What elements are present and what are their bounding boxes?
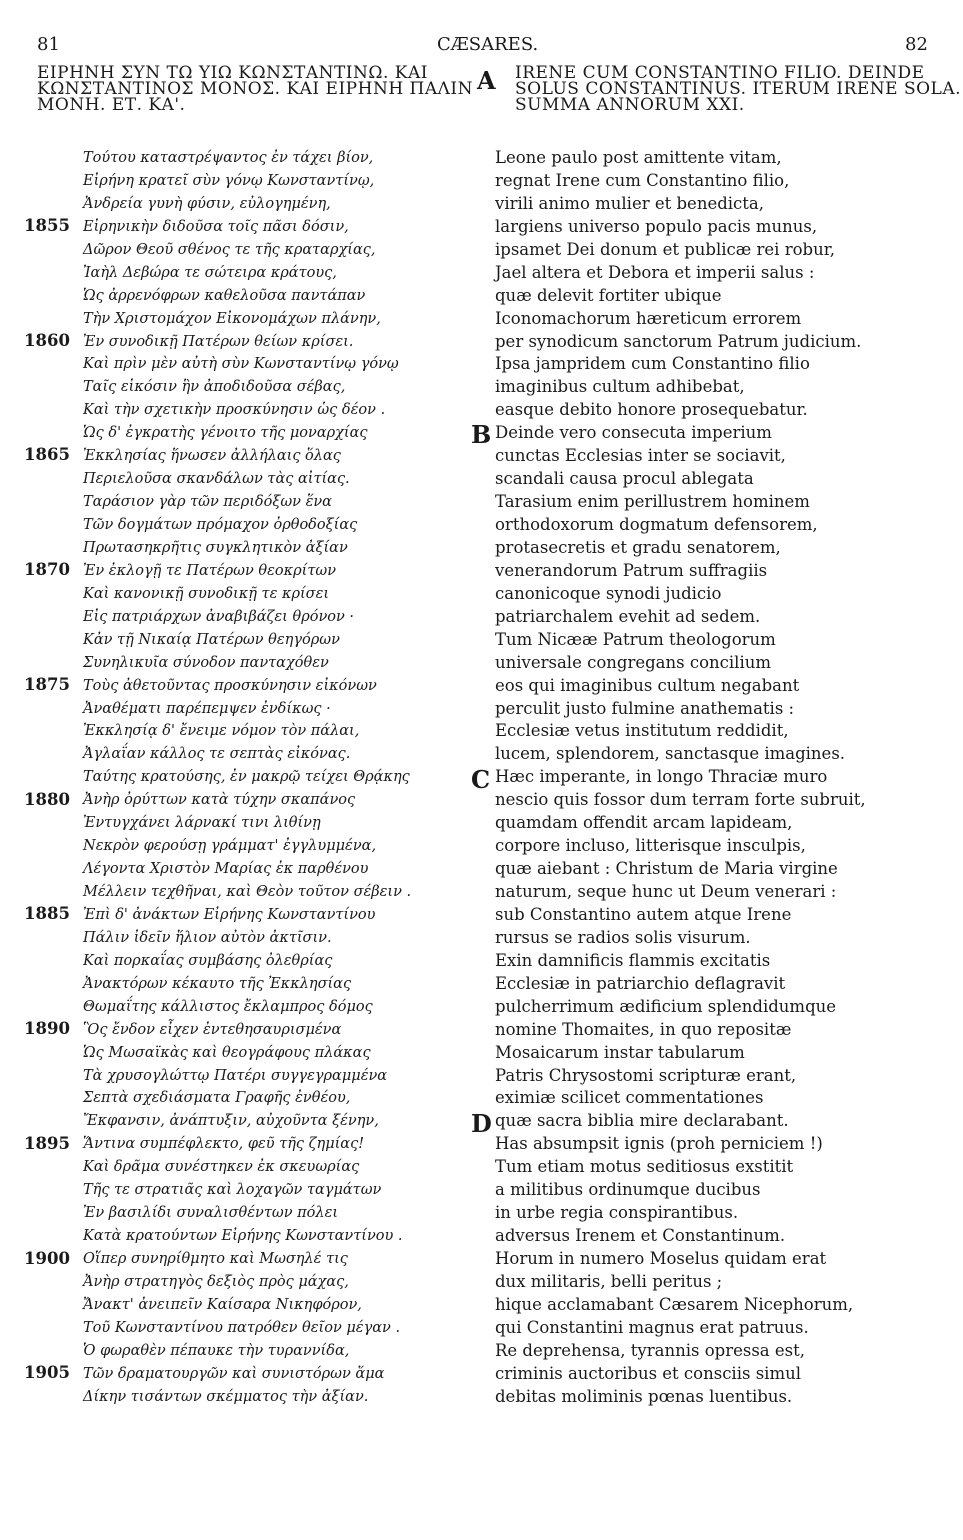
- latin-verse-line: quamdam offendit arcam lapideam,: [495, 813, 793, 833]
- latin-verse-line: naturum, seque hunc ut Deum venerari :: [495, 882, 837, 901]
- greek-verse-line: Σεπτὰ σχεδιάσματα Γραφῆς ἐνθέου,: [83, 1090, 351, 1107]
- latin-verse-line: per synodicum sanctorum Patrum judicium.: [495, 331, 862, 351]
- latin-verse-line: Has absumpsit ignis (proh perniciem !): [495, 1134, 823, 1154]
- greek-verse-line: Ἀναθέματι παρέπεμψεν ἐνδίκως ·: [83, 700, 331, 717]
- greek-verse-line: Πρωτασηκρῆτις συγκλητικὸν ἀξίαν: [83, 539, 348, 556]
- greek-verse-line: Κἀν τῇ Νικαίᾳ Πατέρων θεηγόρων: [83, 631, 340, 648]
- latin-verse-line: perculit justo fulmine anathematis :: [495, 698, 795, 718]
- greek-verse-line: Ἀνακτόρων κέκαυτο τῆς Ἐκκλησίας: [83, 975, 352, 992]
- latin-verse-line: sub Constantino autem atque Irene: [495, 904, 792, 924]
- verse-number: 1880: [24, 789, 70, 809]
- greek-verse-line: Τῶν δογμάτων πρόμαχον ὀρθοδοξίας: [83, 517, 358, 533]
- latin-verse-line: Horum in numero Moselus quidam erat: [495, 1249, 827, 1268]
- latin-translation-column: [495, 147, 935, 1409]
- latin-verse-line: ipsamet Dei donum et publicæ rei robur,: [495, 239, 836, 259]
- margin-marker-b: B: [471, 420, 492, 450]
- latin-verse-line: corpore incluso, litterisque insculpis,: [495, 836, 806, 856]
- latin-verse-line: Tum Nicææ Patrum theologorum: [495, 629, 776, 649]
- latin-verse-line: Hæc imperante, in longo Thraciæ muro: [495, 767, 828, 787]
- greek-verse-line: Καὶ δρᾶμα συνέστηκεν ἐκ σκευωρίας: [83, 1159, 360, 1176]
- greek-verse-line: Καὶ πορκαΐας συμβάσης ὀλεθρίας: [83, 952, 333, 969]
- verse-number: 1895: [24, 1133, 70, 1153]
- greek-title-line: ΚΩΝΣΤΑΝΤΙΝΟΣ ΜΟΝΟΣ. ΚΑΙ ΕΙΡΗΝΗ ΠΑΛΙΝ: [37, 79, 474, 99]
- greek-verse-line: Ἐντυγχάνει λάρνακί τινι λιθίνῃ: [83, 815, 321, 832]
- latin-verse-line: protasecretis et gradu senatorem,: [495, 537, 781, 557]
- greek-verse-line: Οἵπερ συνηρίθμητο καὶ Μωσηλέ τις: [83, 1251, 348, 1267]
- greek-verse-line: Θωμαΐτης κάλλιστος ἔκλαμπρος δόμος: [83, 998, 373, 1015]
- latin-verse-line: scandali causa procul ablegata: [495, 469, 754, 489]
- latin-verse-line: Jael altera et Debora et imperii salus :: [495, 262, 815, 282]
- greek-verse-line: Ταράσιον γὰρ τῶν περιδόξων ἕνα: [83, 494, 332, 511]
- greek-verse-line: Τῶν δραματουργῶν καὶ συνιστόρων ἅμα: [83, 1365, 385, 1382]
- verse-number: 1865: [24, 445, 70, 465]
- margin-marker-c: C: [471, 764, 491, 794]
- greek-verse-line: Τὴν Χριστομάχον Εἰκονομάχων πλάνην,: [83, 310, 381, 327]
- greek-verse-line: Εἰρηνικὴν διδοῦσα τοῖς πᾶσι δόσιν,: [83, 218, 349, 235]
- latin-title-line: SUMMA ANNORUM XXI.: [515, 95, 745, 115]
- verse-number: 1870: [24, 560, 70, 580]
- greek-verse-line: Καὶ κανονικῇ συνοδικῇ τε κρίσει: [83, 585, 330, 602]
- greek-verse-line: Μέλλειν τεχθῆναι, καὶ Θεὸν τοῦτον σέβειν .: [83, 884, 412, 900]
- latin-verse-line: patriarchalem evehit ad sedem.: [495, 606, 761, 626]
- verse-number: 1900: [24, 1248, 70, 1268]
- latin-verse-line: Deinde vero consecuta imperium: [495, 423, 772, 443]
- latin-verse-line: dux militaris, belli peritus ;: [495, 1271, 723, 1291]
- latin-verse-line: Tarasium enim perillustrem hominem: [495, 492, 810, 512]
- latin-verse-line: regnat Irene cum Constantino filio,: [495, 170, 790, 190]
- latin-verse-line: Exin damnificis flammis excitatis: [495, 950, 771, 970]
- latin-verse-line: universale congregans concilium: [495, 652, 771, 672]
- latin-verse-line: orthodoxorum dogmatum defensorem,: [495, 515, 818, 534]
- greek-verse-line: Καὶ τὴν σχετικὴν προσκύνησιν ὡς δέον .: [83, 402, 386, 419]
- latin-verse-line: eos qui imaginibus cultum negabant: [495, 675, 800, 695]
- latin-verse-line: eximiæ scilicet commentationes: [495, 1088, 764, 1108]
- greek-verse-line: Ἐν βασιλίδι συναλισθέντων πόλει: [83, 1205, 339, 1222]
- greek-verse-line: Ἅντινα συμπέφλεκτο, φεῦ τῆς ζημίας!: [83, 1136, 365, 1153]
- running-title: CÆSARES.: [437, 34, 539, 55]
- latin-verse-line: canonicoque synodi judicio: [495, 583, 722, 603]
- greek-verse-line: Ὡς δ' ἐγκρατὴς γένοιτο τῆς μοναρχίας: [83, 425, 368, 442]
- latin-verse-line: a militibus ordinumque ducibus: [495, 1180, 761, 1200]
- greek-verse-line: Ταύτης κρατούσης, ἐν μακρῷ τείχει Θρᾴκης: [83, 769, 410, 786]
- greek-verse-line: Τούτου καταστρέψαντος ἐν τάχει βίον,: [83, 150, 374, 166]
- greek-verse-line: Λέγοντα Χριστὸν Μαρίας ἐκ παρθένου: [83, 861, 369, 878]
- latin-verse-line: quæ aiebant : Christum de Maria virgine: [495, 859, 838, 879]
- greek-verse-line: Ἐκκλησίᾳ δ' ἔνειμε νόμον τὸν πάλαι,: [83, 723, 360, 740]
- latin-verse-line: virili animo mulier et benedicta,: [495, 193, 765, 213]
- greek-verse-line: Τὰ χρυσογλώττῳ Πατέρι συγγεγραμμένα: [83, 1067, 388, 1084]
- latin-verse-line: nescio quis fossor dum terram forte subruit,: [495, 790, 866, 810]
- greek-verse-line: Νεκρὸν φερούσῃ γράμματ' ἐγγλυμμένα,: [83, 838, 377, 855]
- latin-verse-line: easque debito honore prosequebatur.: [495, 400, 808, 420]
- right-page-number: 82: [905, 34, 928, 55]
- greek-verse-line: Ὃς ἔνδον εἶχεν ἐντεθησαυρισμένα: [83, 1021, 342, 1038]
- latin-verse-line: rursus se radios solis visurum.: [495, 927, 751, 947]
- greek-verse-line: Ἐπὶ δ' ἀνάκτων Εἰρήνης Κωνσταντίνου: [83, 906, 376, 923]
- left-page-number: 81: [37, 34, 60, 55]
- greek-verse-column: [83, 147, 473, 1409]
- greek-verse-line: Ἔκφανσιν, ἀνάπτυξιν, αὐχοῦντα ξένην,: [83, 1113, 379, 1130]
- latin-verse-line: imaginibus cultum adhibebat,: [495, 377, 745, 397]
- greek-title-line: ΕΙΡΗΝΗ ΣΥΝ ΤΩ ΥΙΩ ΚΩΝΣΤΑΝΤΙΝΩ. ΚΑΙ: [37, 63, 428, 83]
- greek-verse-line: Ἀγλαΐαν κάλλος τε σεπτὰς εἰκόνας.: [83, 746, 351, 763]
- latin-verse-line: in urbe regia conspirantibus.: [495, 1203, 739, 1223]
- greek-verse-line: Συνηλικυῖα σύνοδον πανταχόθεν: [83, 654, 329, 671]
- latin-verse-line: Mosaicarum instar tabularum: [495, 1042, 745, 1062]
- greek-verse-line: Τοὺς ἀθετοῦντας προσκύνησιν εἰκόνων: [83, 677, 377, 694]
- greek-verse-line: Ταῖς εἰκόσιν ἣν ἀποδιδοῦσα σέβας,: [83, 379, 346, 396]
- latin-verse-line: largiens universo populo pacis munus,: [495, 216, 818, 236]
- latin-verse-line: Patris Chrysostomi scripturæ erant,: [495, 1065, 797, 1085]
- greek-title-line: ΜΟΝΗ. ΕΤ. ΚΑ'.: [37, 95, 186, 115]
- greek-verse-line: Ὁ φωραθὲν πέπαυκε τὴν τυραννίδα,: [83, 1342, 350, 1359]
- latin-verse-line: qui Constantini magnus erat patruus.: [495, 1317, 809, 1337]
- latin-title-line: SOLUS CONSTANTINUS. ITERUM IRENE SOLA.: [515, 79, 962, 99]
- greek-verse-line: Πάλιν ἰδεῖν ἥλιον αὐτὸν ἀκτῖσιν.: [83, 929, 332, 946]
- verse-number: 1890: [24, 1019, 70, 1039]
- greek-verse-line: Ὡς ἀρρενόφρων καθελοῦσα παντάπαν: [83, 287, 366, 304]
- latin-title-line: IRENE CUM CONSTANTINO FILIO. DEINDE: [515, 63, 925, 83]
- verse-number: 1855: [24, 215, 70, 235]
- greek-verse-line: Ἀνὴρ στρατηγὸς δεξιὸς πρὸς μάχας,: [83, 1273, 349, 1290]
- greek-verse-line: Ἀνὴρ ὀρύττων κατὰ τύχην σκαπάνος: [83, 792, 356, 809]
- verse-number: 1885: [24, 904, 70, 924]
- greek-verse-line: Ἐκκλησίας ἥνωσεν ἀλλήλαις ὅλας: [83, 448, 341, 465]
- latin-verse-line: pulcherrimum ædificium splendidumque: [495, 996, 837, 1016]
- greek-section-title: [37, 65, 477, 113]
- latin-verse-line: Iconomachorum hæreticum errorem: [495, 308, 802, 328]
- greek-verse-line: Δίκην τισάντων σκέμματος τὴν ἀξίαν.: [83, 1388, 369, 1405]
- greek-verse-line: Δῶρον Θεοῦ σθένος τε τῆς κραταρχίας,: [83, 241, 376, 258]
- greek-verse-line: Ἄνακτ' ἀνειπεῖν Καίσαρα Νικηφόρον,: [83, 1296, 362, 1313]
- latin-verse-line: Ecclesiæ vetus institutum reddidit,: [495, 721, 789, 741]
- greek-verse-line: Τοῦ Κωνσταντίνου πατρόθεν θεῖον μέγαν .: [83, 1319, 401, 1336]
- greek-verse-line: Ἰαὴλ Δεβώρα τε σώτειρα κράτους,: [83, 264, 337, 281]
- verse-number: 1905: [24, 1363, 70, 1383]
- latin-verse-line: Leone paulo post amittente vitam,: [495, 148, 782, 167]
- latin-verse-line: cunctas Ecclesias inter se sociavit,: [495, 446, 786, 466]
- greek-verse-line: Ὡς Μωσαϊκὰς καὶ θεογράφους πλάκας: [83, 1044, 371, 1061]
- greek-verse-line: Περιελοῦσα σκανδάλων τὰς αἰτίας.: [83, 471, 350, 488]
- margin-marker-a: A: [477, 66, 496, 95]
- greek-verse-line: Ἐν ἐκλογῇ τε Πατέρων θεοκρίτων: [83, 562, 337, 579]
- latin-verse-line: Tum etiam motus seditiosus exstitit: [495, 1157, 794, 1177]
- latin-verse-line: adversus Irenem et Constantinum.: [495, 1226, 786, 1246]
- greek-verse-line: Εἰς πατριάρχων ἀναβιβάζει θρόνον ·: [83, 608, 355, 625]
- latin-verse-line: criminis auctoribus et consciis simul: [495, 1363, 801, 1383]
- verse-number: 1860: [24, 330, 70, 350]
- latin-verse-line: quæ delevit fortiter ubique: [495, 285, 722, 305]
- latin-verse-line: lucem, splendorem, sanctasque imagines.: [495, 744, 846, 764]
- greek-verse-line: Καὶ πρὶν μὲν αὐτὴ σὺν Κωνσταντίνῳ γόνῳ: [83, 356, 399, 373]
- margin-marker-d: D: [471, 1108, 492, 1138]
- greek-verse-line: Εἰρήνη κρατεῖ σὺν γόνῳ Κωνσταντίνῳ,: [83, 172, 375, 189]
- latin-verse-line: nomine Thomaites, in quo repositæ: [495, 1019, 792, 1039]
- latin-verse-line: quæ sacra biblia mire declarabant.: [495, 1111, 789, 1131]
- greek-verse-line: Τῆς τε στρατιᾶς καὶ λοχαγῶν ταγμάτων: [83, 1182, 382, 1199]
- greek-verse-line: Ἀνδρεία γυνὴ φύσιν, εὐλογημένη,: [83, 195, 331, 212]
- latin-verse-line: hique acclamabant Cæsarem Nicephorum,: [495, 1294, 854, 1314]
- latin-verse-line: venerandorum Patrum suffragiis: [495, 560, 768, 580]
- greek-verse-line: Κατὰ κρατούντων Εἰρήνης Κωνσταντίνου .: [83, 1228, 403, 1245]
- latin-verse-line: Ecclesiæ in patriarchio deflagravit: [495, 973, 786, 993]
- greek-verse-line: Ἐν συνοδικῇ Πατέρων θείων κρίσει.: [83, 333, 354, 350]
- latin-section-title: [515, 63, 962, 115]
- latin-verse-line: debitas moliminis pœnas luentibus.: [495, 1386, 793, 1406]
- latin-verse-line: Ipsa jampridem cum Constantino filio: [495, 354, 810, 374]
- verse-number: 1875: [24, 674, 70, 694]
- latin-verse-line: Re deprehensa, tyrannis opressa est,: [495, 1340, 805, 1360]
